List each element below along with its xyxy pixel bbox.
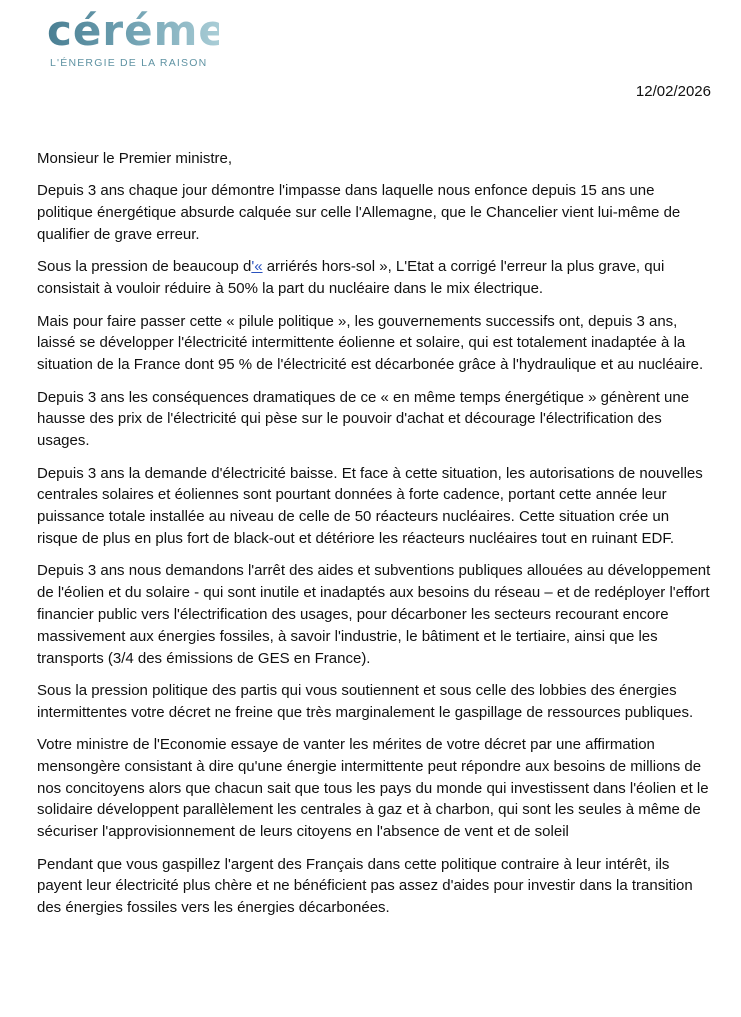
paragraph-4: Depuis 3 ans les conséquences dramatiques de ce « en même temps énergétique » génèrent une hausse des prix de l'électricité qui pèse sur le pouvoir d'achat et décourage l'électrification des usages. [37,388,690,450]
paragraph-1: Depuis 3 ans chaque jour démontre l'impasse dans laquelle nous enfonce depuis 15 ans une politique énergétique absurde calquée sur celle l'Allemagne, que le Chancelier vient lui-même de qualifier de grave erreur. [37,182,681,243]
letter-body [37,148,713,930]
paragraph-8: Votre ministre de l'Economie essaye de vanter les mérites de votre décret par une affirmation mensongère consistant à dire qu'une énergie intermittente peut répondre aux besoins de millions de nos concitoyens alors que chacun sait que tous les pays du monde qui investissent dans l'éolien et le solidaire développent parallèlement les centrales à gaz et à charbon, qui sont les seules à même de sécuriser l'approvisionnement de leurs citoyens en l'absence de vent et de soleil [37,736,709,841]
paragraph-6: Depuis 3 ans nous demandons l'arrêt des aides et subventions publiques allouées au développement de l'éolien et du solaire - qui sont inutile et inadaptés aux besoins du réseau – et de redéployer l'effort financier public vers l'électrification des usages, pour décarboner les secteurs recourant encore massivement aux énergies fossiles, à savoir l'industrie, le bâtiment et le tertiaire, ainsi que les transports (3/4 des émissions de GES en France). [37,562,711,667]
paragraph-3: Mais pour faire passer cette « pilule politique », les gouvernements successifs ont, depuis 3 ans, laissé se développer l'électricité intermittente éolienne et solaire, qui est totalement inadaptée à la situation de la France dont 95 % de l'électricité est décarbonée grâce à l'hydraulique et au nucléaire. [37,312,704,374]
paragraph-2-text-start: Sous la pression de beaucoup d [37,258,252,276]
paragraph-5: Depuis 3 ans la demande d'électricité baisse. Et face à cette situation, les autorisations de nouvelles centrales solaires et éoliennes sont pourtant données à forte cadence, portant cette année leur puissance totale installée au niveau de celle de 50 réacteurs nucléaires. Cette situation crée un risque de plus en plus fort de black-out et détériore les réacteurs nucléaires tout en ruinant EDF. [37,464,703,547]
paragraph-2-text-end: arriérés hors-sol », L'Etat a corrigé l'erreur la plus grave, qui consistait à vouloir réduire à 50% la part du nucléaire dans le mix électrique. [37,258,665,298]
underlined-quote-mark: '« [251,258,263,276]
paragraph-7: Sous la pression politique des partis qui vous soutiennent et sous celle des lobbies des énergies intermittentes votre décret ne freine que très marginalement le gaspillage de ressources publiques. [37,681,694,721]
paragraph-2 [37,256,713,300]
cereme-logo [47,6,228,74]
salutation: Monsieur le Premier ministre, [37,150,233,167]
letter-date: 12/02/2026 [635,83,711,100]
paragraph-9: Pendant que vous gaspillez l'argent des Français dans cette politique contraire à leur intérêt, ils payent leur électricité plus chère et ne bénéficient pas assez d'aides pour investir dans la transition des énergies fossiles vers les énergies décarbonées. [37,855,693,917]
logo-tagline: L'ÉNERGIE DE LA RAISON [50,57,208,69]
logo-wordmark: céréme [47,6,228,55]
